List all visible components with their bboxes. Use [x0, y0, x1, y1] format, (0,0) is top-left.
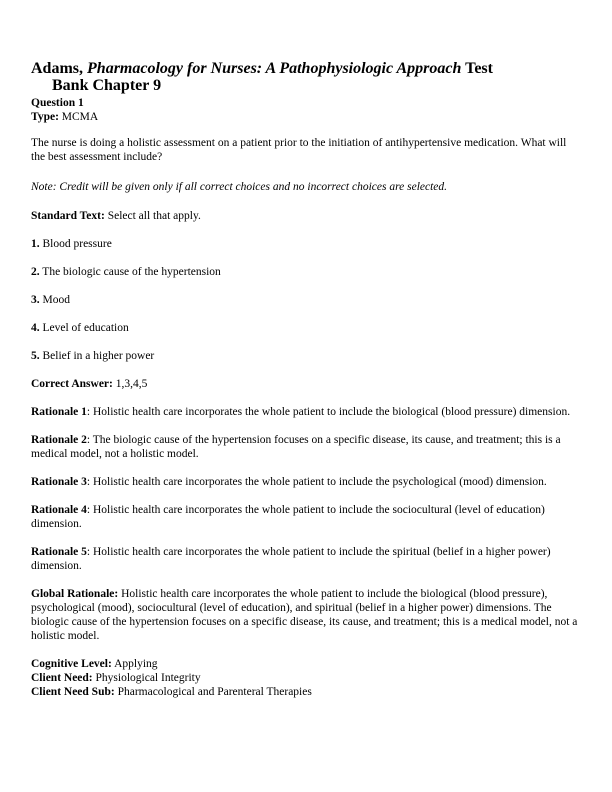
client-need: Client Need: Physiological Integrity: [31, 672, 201, 684]
question-number: Question 1: [31, 97, 84, 109]
document-title: [31, 60, 579, 94]
rationale-2: Rationale 2: The biologic cause of the hypertension focuses on a specific disease, its cause, and treatment; this is a medical model, not a holistic model.: [31, 434, 561, 460]
correct-answer: Correct Answer: 1,3,4,5: [31, 378, 148, 390]
option-2: 2. The biologic cause of the hypertension: [31, 266, 221, 278]
question-type: Type: MCMA: [31, 111, 99, 123]
option-3: 3. Mood: [31, 294, 70, 306]
question-stem: The nurse is doing a holistic assessment on a patient prior to the initiation of antihypertensive medication. What will the best assessment include?: [31, 137, 567, 163]
global-rationale: Global Rationale: Holistic health care incorporates the whole patient to include the biological (blood pressure), psychological (mood), sociocultural (level of education), and spiritual (belief in a higher power) dimensions. The biologic cause of the hypertension focuses on a specific disease, its cause, and treatment; this is a medical model, not a holistic model.: [31, 588, 578, 642]
document-page: [31, 60, 579, 699]
rationale-5: Rationale 5: Holistic health care incorporates the whole patient to include the spiritual (belief in a higher power) dimension.: [31, 546, 551, 572]
rationale-3: Rationale 3: Holistic health care incorporates the whole patient to include the psychological (mood) dimension.: [31, 476, 547, 488]
title-author: Adams,: [31, 60, 84, 77]
cognitive-level: Cognitive Level: Applying: [31, 658, 158, 670]
rationale-1: Rationale 1: Holistic health care incorporates the whole patient to include the biological (blood pressure) dimension.: [31, 406, 571, 418]
standard-text: Standard Text: Select all that apply.: [31, 210, 201, 222]
option-1: 1. Blood pressure: [31, 238, 112, 250]
option-5: 5. Belief in a higher power: [31, 350, 155, 362]
title-line2: Bank Chapter 9: [52, 77, 162, 94]
question-note: Note: Credit will be given only if all correct choices and no incorrect choices are selected.: [31, 181, 448, 193]
title-suffix: Test: [465, 60, 493, 77]
client-need-sub: Client Need Sub: Pharmacological and Parenteral Therapies: [31, 686, 312, 698]
rationale-4: Rationale 4: Holistic health care incorporates the whole patient to include the sociocultural (level of education) dimension.: [31, 504, 545, 530]
title-book: Pharmacology for Nurses: A Pathophysiologic Approach: [87, 60, 462, 77]
option-4: 4. Level of education: [31, 322, 129, 334]
